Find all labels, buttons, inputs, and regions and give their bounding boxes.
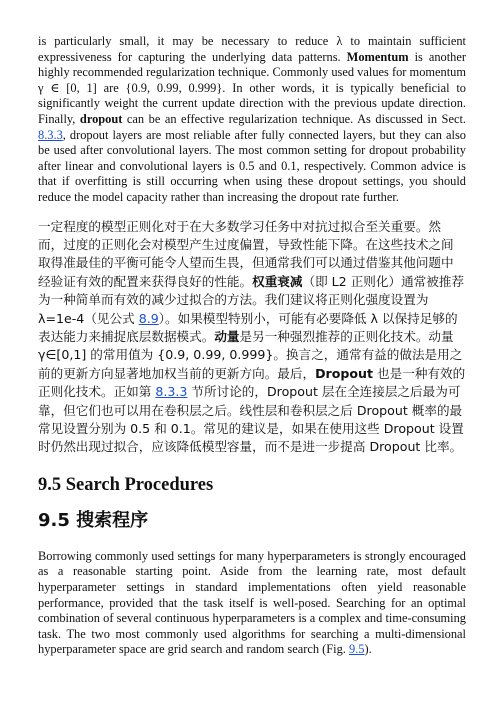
bold-term-dropout-zh: Dropout	[315, 365, 374, 381]
text-run: , dropout layers are most reliable after fully connected layers, but they can also be used after convolutional layers. The most common setting for dropout probability after linear and convolutional layers is 0.5 and 0.1, respectively. Common advice is that if overfitting is still occurring when using these dropout settings, you should reduce the model capacity rather than increasing the dropout rate further.	[38, 127, 466, 204]
text-run: （即 L2 正则化）通常被推荐为一种简单而有效的减少过拟合的方法。我们建议将正则化强度设置为 λ=1e-4（见公式	[38, 273, 465, 326]
text-run: 也是一种有效的正则化技术。正如第	[38, 365, 466, 400]
document-page	[38, 34, 466, 658]
text-run: is particularly small, it may be necessary to reduce λ to maintain sufficient expressiveness for capturing the underlying data patterns.	[38, 34, 466, 64]
text-run: 节所讨论的，Dropout 层在全连接层之后最为可靠，但它们也可以用在卷积层之后。线性层和卷积层之后 Dropout 概率的最常见设置分别为 0.5 和 0.1。常见的建议是，如果在使用这些 Dropout 设置时仍然出现过拟合，应该降低模型容量，而不是进一步提高 Dropout 比率。	[38, 384, 464, 455]
paragraph-search-procedures	[38, 549, 466, 658]
text-run: 是另一种强烈推荐的正则化技术。动量 γ∈[0,1] 的常用值为 {0.9, 0.99, 0.999}。换言之，通常有益的做法是用之前的更新方向显著地加权当前的更新方向。最后，	[38, 328, 463, 381]
text-run: Borrowing commonly used settings for many hyperparameters is strongly encouraged as a reasonable starting point. Aside from the learning rate, most default hyperparameter settings in standard implementations often yield reasonable performance, provided that the task itself is well-posed. Searching for an optimal combination of several continuous hyperparameters is a complex and time-consuming task. The two most commonly used algorithms for searching a multi-dimensional hyperparameter space are grid search and random search (Fig.	[38, 548, 466, 657]
text-run: ).	[364, 642, 372, 657]
bold-term-weight-decay: 权重衰减	[252, 273, 303, 289]
section-link[interactable]: 8.3.3	[155, 384, 188, 400]
section-link[interactable]: 8.3.3	[38, 127, 63, 142]
text-run: ）。如果模型特别小，可能有必要降低 λ 以保持足够的表达能力来捕捉底层数据模式。	[38, 310, 458, 344]
section-heading-zh: 9.5 搜索程序	[38, 509, 149, 531]
equation-link[interactable]: 8.9	[138, 310, 159, 326]
bold-term-momentum-zh: 动量	[214, 328, 240, 344]
paragraph-regularization-en	[38, 34, 466, 206]
section-heading-en: 9.5 Search Procedures	[38, 474, 214, 495]
bold-term-momentum: Momentum	[346, 49, 409, 64]
paragraph-regularization-zh	[38, 218, 466, 457]
text-run: can be an effective regularization technique. As discussed in Sect.	[122, 111, 466, 126]
bold-term-dropout: dropout	[79, 111, 123, 126]
text-run: 一定程度的模型正则化对于在大多数学习任务中对抗过拟合至关重要。然而，过度的正则化会对模型产生过度偏置，导致性能下降。在这些技术之间取得准最佳的平衡可能令人望而生畏，但通常我们可以通过借鉴其他问题中经验证有效的配置来获得良好的性能。	[38, 218, 454, 289]
text-run: is another highly recommended regularization technique. Commonly used values for momentum γ ∈ [0, 1] are {0.9, 0.99, 0.999}. In other words, it is typically beneficial to significantly weight the current update direction with the previous update direction. Finally,	[38, 49, 466, 126]
figure-link[interactable]: 9.5	[349, 642, 365, 657]
